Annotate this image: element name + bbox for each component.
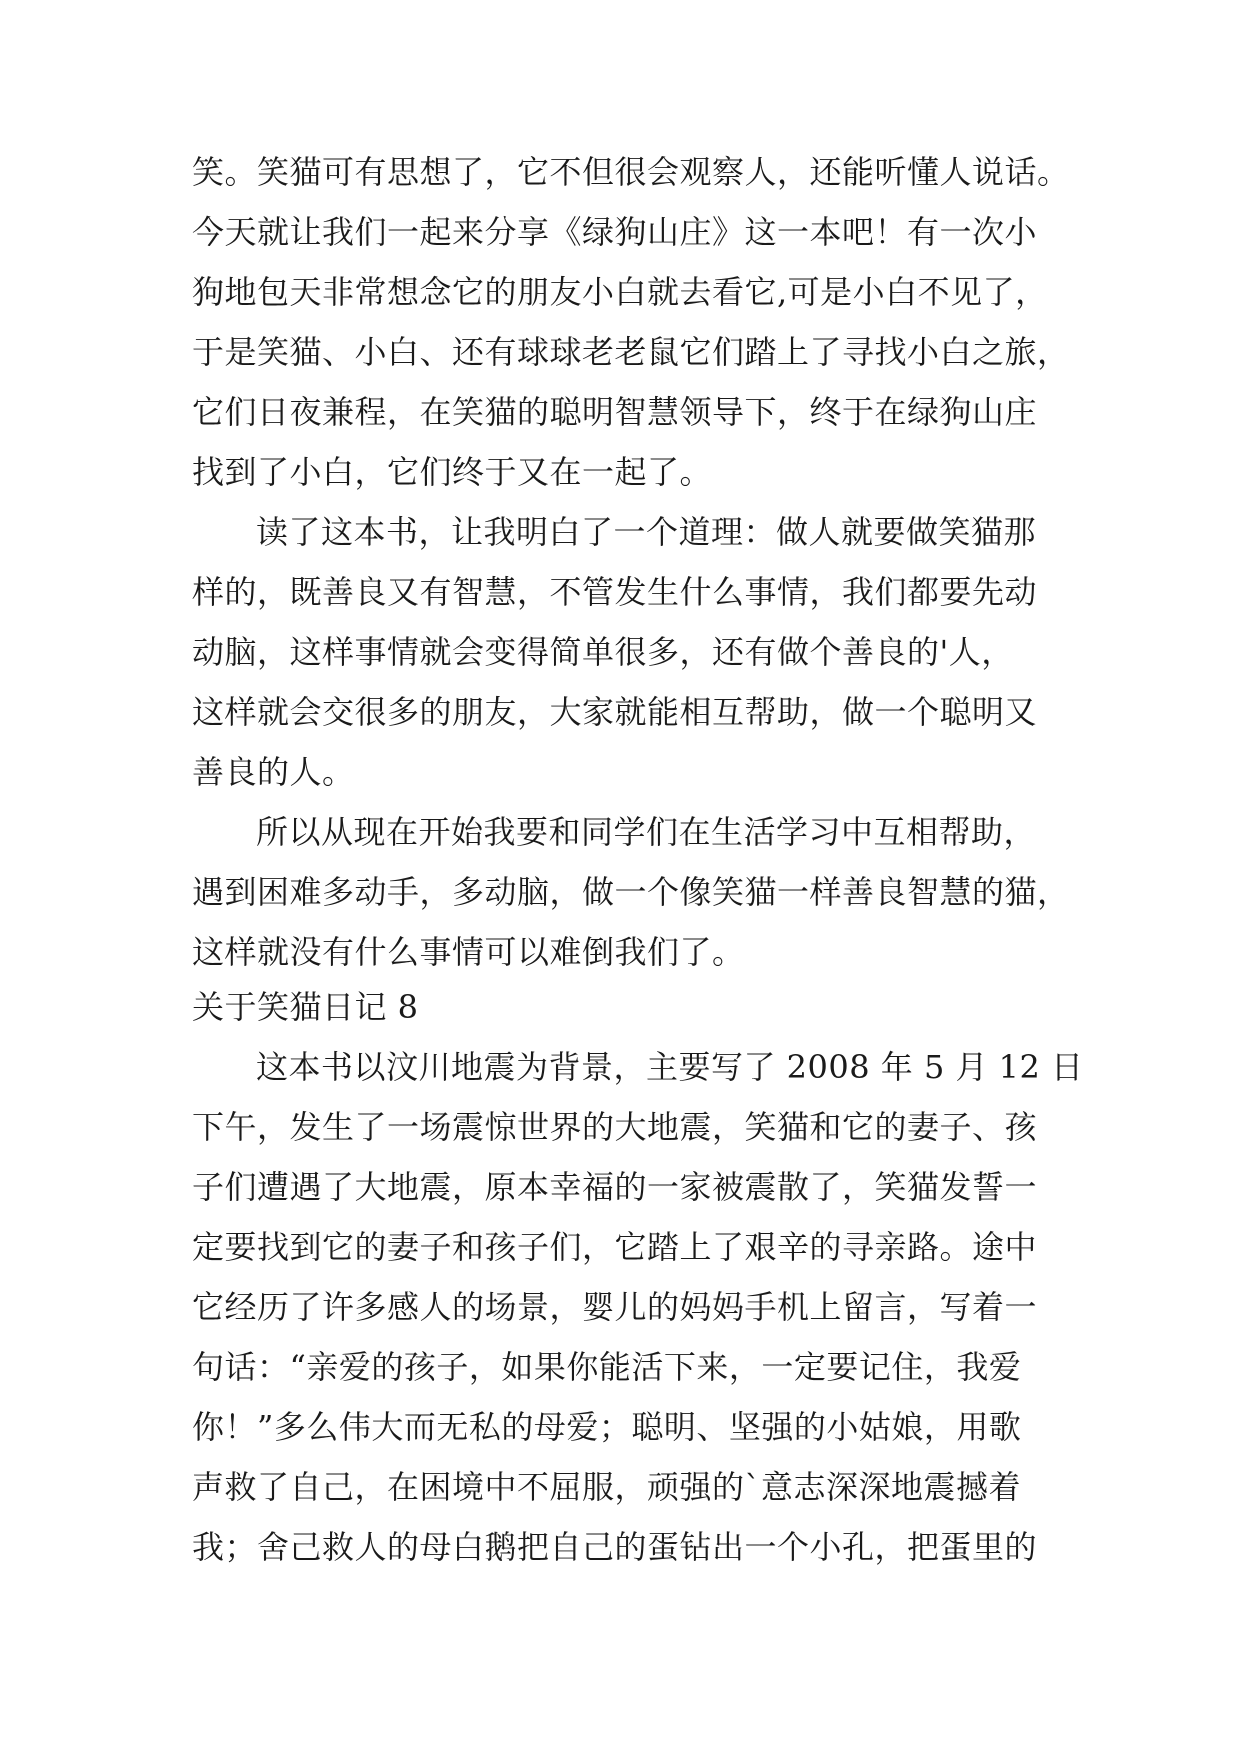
section-heading: 关于笑猫日记 8: [192, 988, 419, 1026]
text-line: 这样就会交很多的朋友，大家就能相互帮助，做一个聪明又: [192, 693, 1038, 731]
text-line: 今天就让我们一起来分享《绿狗山庄》这一本吧！有一次小: [192, 213, 1038, 251]
text-line: 笑。笑猫可有思想了，它不但很会观察人，还能听懂人说话。: [192, 153, 1070, 191]
text-line: 你！”多么伟大而无私的母爱；聪明、坚强的小姑娘，用歌: [192, 1408, 1022, 1446]
text-line: 定要找到它的妻子和孩子们，它踏上了艰辛的寻亲路。途中: [192, 1228, 1038, 1266]
text-line: 句话：“亲爱的孩子，如果你能活下来，一定要记住，我爱: [192, 1348, 1022, 1386]
text-line: 动脑，这样事情就会变得简单很多，还有做个善良的'人，: [192, 633, 1014, 671]
text-line: 这样就没有什么事情可以难倒我们了。: [192, 933, 745, 971]
text-line: 我；舍己救人的母白鹅把自己的蛋钻出一个小孔，把蛋里的: [192, 1528, 1038, 1566]
text-line: 样的，既善良又有智慧，不管发生什么事情，我们都要先动: [192, 573, 1038, 611]
text-line: 下午，发生了一场震惊世界的大地震，笑猫和它的妻子、孩: [192, 1108, 1038, 1146]
text-line: 它们日夜兼程，在笑猫的聪明智慧领导下，终于在绿狗山庄: [192, 393, 1038, 431]
text-line: 子们遭遇了大地震，原本幸福的一家被震散了，笑猫发誓一: [192, 1168, 1038, 1206]
text-line: 善良的人。: [192, 753, 355, 791]
text-line: 狗地包天非常想念它的朋友小白就去看它,可是小白不见了，: [192, 273, 1048, 311]
text-line: 它经历了许多感人的场景，婴儿的妈妈手机上留言，写着一: [192, 1288, 1038, 1326]
text-line: 找到了小白，它们终于又在一起了。: [192, 453, 713, 491]
text-line: 于是笑猫、小白、还有球球老老鼠它们踏上了寻找小白之旅，: [192, 333, 1070, 371]
text-line: 遇到困难多动手，多动脑，做一个像笑猫一样善良智慧的猫，: [192, 873, 1070, 911]
paragraph-start-line: 这本书以汶川地震为背景，主要写了 2008 年 5 月 12 日: [256, 1048, 1084, 1086]
paragraph-start-line: 读了这本书，让我明白了一个道理：做人就要做笑猫那: [256, 513, 1037, 551]
text-line: 声救了自己，在困境中不屈服，顽强的`意志深深地震撼着: [192, 1468, 1022, 1506]
paragraph-start-line: 所以从现在开始我要和同学们在生活学习中互相帮助，: [256, 813, 1037, 851]
